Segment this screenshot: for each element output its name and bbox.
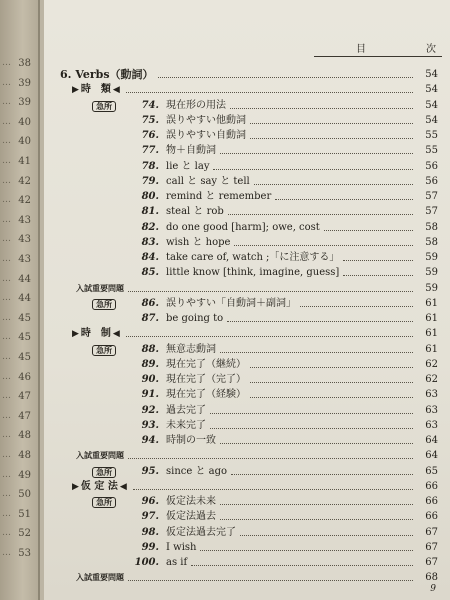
item-number: 98. [141,526,159,538]
page-number: 67 [425,541,438,553]
toc-entry-section [44,570,444,585]
item-title: 誤りやすい「自動詞＋副詞」 [166,297,296,309]
toc-entry-item [44,387,444,402]
dot-leader [250,382,413,383]
item-number: 97. [141,511,159,523]
item-number: 92. [141,404,159,416]
item-number: 88. [141,343,159,355]
item-number: 90. [141,374,159,385]
page-number: 65 [425,465,438,477]
margin-page-number: 47 [18,391,31,403]
toc-entry-item [44,250,444,265]
item-title: since と ago [166,465,228,477]
item-title: 無意志動詞 [166,343,216,355]
item-title: 仮定法未来 [166,496,216,507]
dot-leader [240,535,413,536]
dot-leader [220,519,413,520]
item-title: 仮定法過去 [166,511,216,523]
item-number: 100. [134,557,159,568]
item-title: little know [think, imagine, guess] [166,267,340,279]
margin-page-number: 48 [18,430,31,442]
margin-leader: … [2,332,12,343]
item-number: 96. [141,496,159,507]
page-number: 54 [425,99,438,111]
page-number: 66 [425,496,438,507]
item-number: 95. [141,465,159,477]
dot-leader [228,214,413,215]
item-number: 93. [141,419,159,431]
dot-leader [250,397,413,398]
item-number: 80. [141,191,159,202]
item-title: wish と hope [166,236,231,248]
page-number: 59 [425,282,438,294]
header-label-2: 次 [426,44,436,55]
page-number: 58 [425,236,438,248]
item-number: 78. [141,160,159,172]
toc-entry-item [44,128,444,143]
item-title: 未来完了 [166,419,206,431]
toc-entry-group [44,82,444,97]
page-number: 61 [425,343,438,355]
page-number: 61 [425,297,438,309]
margin-leader: … [2,548,12,558]
item-number: 89. [141,358,159,370]
dot-leader [343,260,413,261]
margin-page-number: 39 [18,97,31,109]
page-number: 61 [425,328,438,340]
margin-page-number: 43 [18,214,31,226]
margin-leader: … [2,508,12,519]
section-label: 入試重要問題 [76,572,124,583]
margin-leader: … [2,528,12,539]
margin-leader: … [2,489,12,500]
margin-page-number: 51 [18,508,31,520]
group-heading [72,479,129,495]
margin-page-number: 39 [18,77,31,89]
key-point-badge: 急所 [92,467,116,478]
margin-page-number: 52 [18,528,31,540]
toc-entry-item [44,265,444,280]
margin-leader: … [2,175,12,186]
item-title: as if [166,557,188,568]
item-number: 83. [141,236,159,248]
item-title: 現在完了（経験） [166,389,246,401]
toc-entry-item [44,418,444,433]
page-number: 66 [425,511,438,523]
item-title: do one good [harm]; owe, cost [166,221,320,233]
margin-leader: … [2,371,12,382]
toc-entry-section [44,281,444,296]
toc-entry-item [44,311,444,326]
page-number: 59 [425,252,438,263]
group-title: 仮 定 法 [80,480,118,492]
margin-page-number: 49 [18,469,31,481]
margin-page-number: 38 [18,58,31,69]
item-title: 誤りやすい自動詞 [166,130,246,141]
margin-leader: … [2,234,12,245]
item-title: steal と rob [166,206,224,218]
triangle-left-icon: ◀ [112,85,120,96]
margin-page-number: 40 [18,136,31,148]
toc-entry-item [44,464,444,479]
item-number: 86. [141,297,159,309]
dot-leader [126,92,413,93]
dot-leader [191,565,413,566]
margin-page-number: 41 [18,156,31,167]
page-number: 56 [425,175,438,187]
item-title: take care of, watch ;「に注意する」 [166,252,340,263]
section-label: 入試重要問題 [76,450,124,461]
group-title: 時 類 [80,84,111,96]
dot-leader [250,367,413,368]
item-title: call と say と tell [166,175,250,187]
page-number: 64 [425,450,438,462]
margin-page-number: 50 [18,489,31,501]
item-title: 現在完了（完了） [166,374,246,385]
dot-leader [200,550,413,551]
toc-entry-item [44,189,444,204]
toc-entry-item [44,372,444,387]
margin-leader: … [2,430,12,441]
dot-leader [133,489,413,490]
item-title: I wish [166,541,197,553]
dot-leader [213,169,413,170]
item-number: 76. [141,130,159,141]
toc-entry-item [44,159,444,174]
dot-leader [250,138,413,139]
item-title: 仮定法過去完了 [166,526,236,538]
dot-leader [343,275,413,276]
dot-leader [220,443,413,444]
margin-leader: … [2,156,12,166]
dot-leader [227,321,413,322]
toc-entry-item [44,494,444,509]
margin-leader: … [2,450,12,460]
dot-leader [230,108,413,109]
page-number: 61 [425,313,438,324]
triangle-right-icon: ▶ [72,85,79,96]
toc-entry-item [44,113,444,128]
dot-leader [234,245,413,246]
dot-leader [220,504,413,505]
section-label: 入試重要問題 [76,282,124,293]
item-number: 91. [141,389,159,401]
item-number: 87. [141,313,159,324]
toc-entry-item [44,540,444,555]
page-number: 63 [425,389,438,401]
group-title: 時 制 [80,328,111,340]
margin-page-number: 43 [18,254,31,265]
margin-page-number: 42 [18,175,31,187]
group-heading [72,82,122,98]
page-number: 63 [425,419,438,431]
toc-entry-item [44,342,444,357]
toc-entry-item [44,296,444,311]
page-number: 55 [425,130,438,141]
item-number: 81. [141,206,159,218]
toc-entry-item [44,525,444,540]
margin-leader: … [2,77,12,88]
dot-leader [158,77,413,78]
item-number: 85. [141,267,159,279]
margin-page-number: 44 [18,273,31,285]
item-title: be going to [166,313,224,324]
toc-entry-item [44,220,444,235]
item-title: 過去完了 [166,404,206,416]
margin-page-number: 45 [18,332,31,344]
page-number: 58 [425,221,438,233]
dot-leader [300,306,413,307]
toc-entry-item [44,403,444,418]
dot-leader [220,153,413,154]
item-title: 現在完了（継続） [166,358,246,370]
margin-page-number: 40 [18,116,31,128]
item-number: 74. [141,99,159,111]
page-number: 54 [425,114,438,126]
dot-leader [210,428,413,429]
margin-page-number: 53 [18,548,31,559]
margin-leader: … [2,97,12,108]
margin-leader: … [2,312,12,323]
page-number: 57 [425,206,438,218]
toc-entry-item [44,509,444,524]
dot-leader [220,352,413,353]
key-point-badge: 急所 [92,497,116,508]
margin-page-number: 45 [18,352,31,363]
page-number: 66 [425,480,438,492]
triangle-left-icon: ◀ [112,329,120,340]
margin-leader: … [2,136,12,147]
margin-page-number: 46 [18,371,31,383]
page-number: 68 [425,572,438,584]
toc-entry-item [44,98,444,113]
toc-entry-item [44,143,444,158]
margin-leader: … [2,214,12,225]
triangle-right-icon: ▶ [72,481,79,492]
key-point-badge: 急所 [92,299,116,310]
dot-leader [231,474,413,475]
item-number: 77. [141,145,159,157]
triangle-left-icon: ◀ [119,481,127,492]
item-title: remind と remember [166,191,272,202]
dot-leader [275,199,413,200]
dot-leader [128,458,413,459]
chapter-title: 6. Verbs（動詞） [60,68,154,81]
toc-page [44,0,450,600]
toc-entry-item [44,357,444,372]
toc-entry-item [44,235,444,250]
margin-leader: … [2,254,12,264]
toc-entry-chapter [44,67,444,82]
key-point-badge: 急所 [92,345,116,356]
dot-leader [128,580,413,581]
item-number: 75. [141,114,159,126]
page-folio: 9 [430,584,436,594]
key-point-badge: 急所 [92,101,116,112]
item-title: 誤りやすい他動詞 [166,114,246,126]
margin-page-number: 45 [18,312,31,324]
toc-entry-item [44,204,444,219]
margin-leader: … [2,116,12,127]
page-number: 56 [425,160,438,172]
toc-entry-item [44,174,444,189]
margin-leader: … [2,58,12,68]
item-number: 94. [141,435,159,446]
margin-leader: … [2,391,12,402]
item-number: 84. [141,252,159,263]
dot-leader [324,230,413,231]
page-number: 63 [425,404,438,416]
margin-page-number: 43 [18,234,31,246]
margin-leader: … [2,410,12,421]
item-number: 82. [141,221,159,233]
item-number: 79. [141,175,159,187]
margin-leader: … [2,469,12,480]
margin-page-number: 48 [18,450,31,461]
page-number: 59 [425,267,438,279]
margin-leader: … [2,273,12,284]
page-number: 62 [425,358,438,370]
margin-leader: … [2,352,12,362]
running-header [314,40,442,57]
page-number: 54 [425,84,438,96]
page-number: 54 [425,69,438,80]
dot-leader [128,291,413,292]
item-title: lie と lay [166,160,210,172]
item-title: 現在形の用法 [166,99,226,111]
dot-leader [254,184,413,185]
page-number: 57 [425,191,438,202]
item-title: 物＋自動詞 [166,145,216,157]
dot-leader [210,413,413,414]
group-heading [72,326,122,342]
dot-leader [250,123,413,124]
margin-page-number: 47 [18,410,31,422]
item-title: 時制の一致 [166,435,216,446]
page-number: 67 [425,526,438,538]
toc-entry-group [44,479,444,494]
header-label-1: 目 [356,44,366,55]
page-number: 62 [425,374,438,385]
margin-page-number: 44 [18,293,31,305]
margin-leader: … [2,195,12,206]
page-number: 64 [425,435,438,446]
toc-entry-item [44,433,444,448]
page-number: 67 [425,557,438,568]
toc-entry-section [44,448,444,463]
toc-entry-item [44,555,444,570]
previous-page-edge [0,0,40,600]
page-number: 55 [425,145,438,157]
margin-page-number: 42 [18,195,31,207]
triangle-right-icon: ▶ [72,329,79,340]
item-number: 99. [141,541,159,553]
dot-leader [126,336,413,337]
margin-leader: … [2,293,12,304]
toc-entry-group [44,326,444,341]
